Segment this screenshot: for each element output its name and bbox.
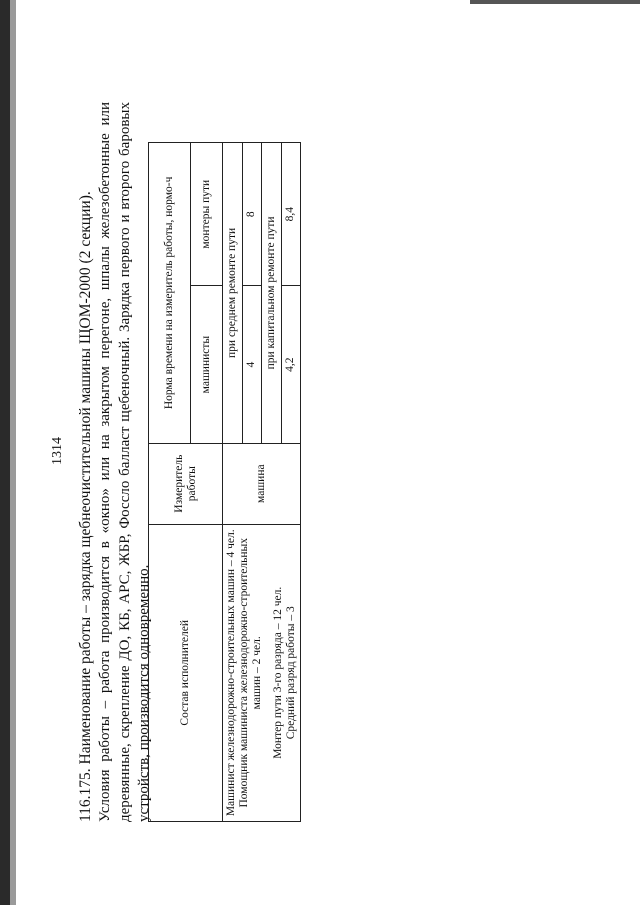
crew-line: Монтер пути 3-го разряда – 12 чел. — [272, 586, 284, 759]
header-row — [149, 143, 191, 822]
value-trackmen: 8 — [242, 143, 262, 286]
crew-line: Машинист железнодорожно-строительных машин – 4 чел. — [225, 529, 237, 817]
rotated-page — [8, 10, 628, 880]
work-conditions: Условия работы – работа производится в «окно» или на закрытом перегоне, шпалы железобетонные или деревянные, скрепление ДО, КБ, АРС, ЖБР, Фоссло балласт щебеночный. Зарядка первого и второго баровых устройств, производится одновременно. — [97, 102, 152, 822]
header-norm: Норма времени на измеритель работы, нормо-ч — [149, 143, 191, 444]
section-label: при капитальном ремонте пути — [262, 143, 282, 444]
value-machinists: 4,2 — [281, 286, 301, 443]
header-unit: Измеритель работы — [149, 443, 223, 524]
norm-table — [148, 142, 301, 822]
unit-cell: машина — [223, 443, 301, 524]
scan-top-edge — [470, 0, 640, 4]
crew-line: Средний разряд работы – 3 — [285, 606, 297, 740]
crew-line: Помощник машиниста железнодорожно-строительных машин – 2 чел. — [238, 538, 263, 808]
value-trackmen: 8,4 — [281, 143, 301, 286]
crew-cell — [223, 524, 301, 821]
header-machinists: машинисты — [191, 286, 223, 443]
value-machinists: 4 — [242, 286, 262, 443]
work-title: 116.175. Наименование работы – зарядка щебнеочистительной машины ЩОМ-2000 (2 секции). — [77, 191, 94, 822]
section-row — [223, 143, 243, 822]
section-label: при среднем ремонте пути — [223, 143, 243, 444]
header-trackmen: монтеры пути — [191, 143, 223, 286]
page-number: 1314 — [50, 437, 65, 465]
header-crew: Состав исполнителей — [149, 524, 223, 821]
